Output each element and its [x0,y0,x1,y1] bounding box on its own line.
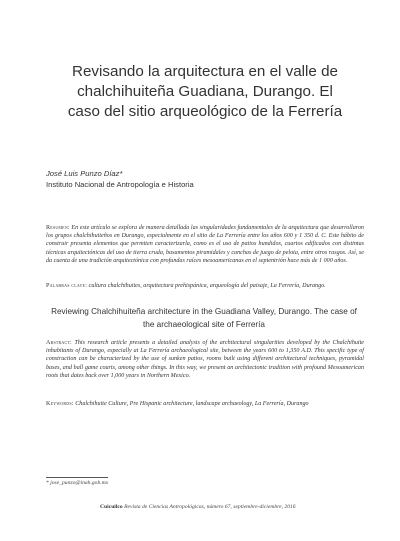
palabras-clave-paragraph [46,282,364,290]
resumen-paragraph [46,224,364,265]
journal-name: Cuicuilco [100,504,123,510]
abstract-paragraph [46,339,364,380]
footnote-divider [46,477,108,478]
article-title-spanish: Revisando la arquitectura en el valle de chalchihuiteña Guadiana, Durango. El caso del sitio arqueológico de la Ferrería [67,63,343,120]
resumen-label: Resumen: [46,225,70,231]
abstract-text: This research article presents a detailed analysis of the architectural singularities developed by the Chalchihuite inhabitants of Durango, especially at La Ferrería archaeological site, between the years 600 to 1,350 A.D. This specific type of construction can be characterized by the use of sunken patios, rooms built using different architectural techniques, pyramidal bases, and ball game courts, among other things. In this way, we present an architectonic tradition with profound Mesoamerican roots that dates back over 1,000 years in Northern Mexico. [46,340,365,379]
palabras-clave-text: cultura chalchihuites, arquitectura prehispánica, arqueología del paisaje, La Ferrería, Durango. [88,283,326,289]
resumen-text: En este artículo se explora de manera detallada las singularidades fundamentales de la arquitectura que desarrollaron los grupos chalchihuiteños en Durango, especialmente en el sitio de La Ferrería entre los años 600 y 1 350 d. C. Este hábito de construir presenta elementos que permiten caracterizarla, como es el uso de patios hundidos, cuartos edificados con distintas técnicas arquitectónicas del uso de tierra cruda, basamentos piramidales y canchas de juego de pelota, entre otros rasgos. Así, se da cuenta de una tradición arquitectónica con profundas raíces mesoamericanas en el septentrión hace más de 1 000 años. [46,225,364,264]
keywords-paragraph [46,400,364,408]
author-institution: Instituto Nacional de Antropología e Historia [46,180,194,189]
article-title-english: Reviewing Chalchihuiteña architecture in the Guadiana Valley, Durango. The case of the archaeological site of Ferrería [51,307,357,329]
journal-issue: Revista de Ciencias Antropológicas, número 67, septiembre-diciembre, 2016 [124,504,296,510]
author-name: José Luis Punzo Díaz* [46,169,123,178]
abstract-label: Abstract: [46,340,72,346]
footnote-email: * jose_punzo@inah.gob.mx [46,480,109,486]
palabras-clave-label: Palabras clave: [46,283,88,289]
author-block [46,168,366,190]
journal-footer [100,504,368,510]
keywords-label: Keywords: [46,401,74,407]
keywords-text: Chalchihuite Culture, Pre Hispanic architecture, landscape archaeology, La Ferrería, Durango [75,401,309,407]
